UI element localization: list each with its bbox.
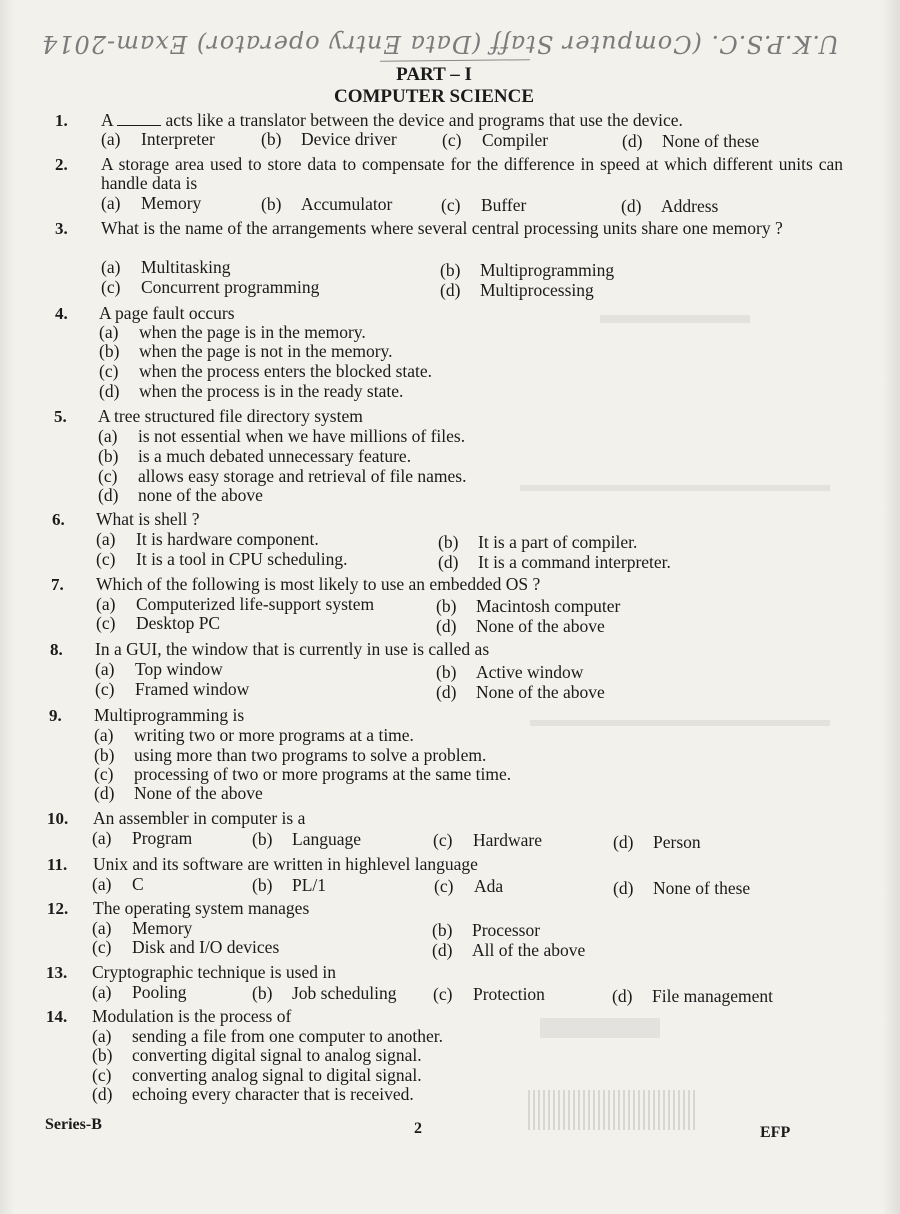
option-d (613, 879, 750, 898)
option-text: Concurrent programming (141, 277, 320, 297)
question-number: 2. (55, 155, 68, 174)
option-letter: (c) (442, 130, 462, 150)
question-text-start: A (101, 110, 113, 130)
option-letter: (b) (432, 920, 453, 940)
option-a (101, 194, 201, 213)
question-number: 4. (55, 304, 68, 323)
option-letter: (c) (95, 679, 115, 699)
option-c (92, 1066, 422, 1085)
question-number: 13. (46, 963, 68, 982)
option-a (92, 875, 144, 894)
option-b (252, 984, 397, 1003)
option-c (96, 614, 220, 633)
option-a (101, 258, 230, 277)
scan-shadow-right (882, 0, 900, 1214)
option-a (99, 323, 366, 342)
option-text: using more than two programs to solve a problem. (134, 745, 487, 765)
option-b (261, 130, 397, 149)
option-letter: (d) (613, 878, 634, 898)
handwritten-underline (380, 59, 530, 62)
option-text: Program (132, 828, 193, 848)
option-text: when the page is in the memory. (139, 322, 366, 342)
option-text: Active window (476, 662, 584, 682)
question-text: A page fault occurs (99, 303, 235, 323)
question-text: In a GUI, the window that is currently in use is called as (95, 639, 490, 659)
option-text: Buffer (481, 195, 527, 215)
option-c (99, 362, 432, 381)
option-letter: (d) (99, 381, 120, 401)
option-text: Processor (472, 920, 541, 940)
option-text: Multiprocessing (480, 280, 594, 300)
option-d (622, 132, 759, 151)
option-text: converting analog signal to digital signal. (132, 1065, 422, 1085)
option-d (438, 553, 671, 572)
option-text: when the process is in the ready state. (139, 381, 404, 401)
option-text: Protection (473, 984, 545, 1004)
option-letter: (a) (92, 874, 112, 894)
option-letter: (b) (436, 596, 457, 616)
booklet-code: EFP (760, 1124, 791, 1141)
option-text: Memory (141, 193, 202, 213)
option-text: Multitasking (141, 257, 231, 277)
page-number: 2 (414, 1120, 422, 1137)
option-letter: (a) (92, 1026, 112, 1046)
option-letter: (a) (92, 918, 112, 938)
option-letter: (a) (92, 828, 112, 848)
option-b (99, 342, 393, 361)
option-text: when the page is not in the memory. (139, 341, 393, 361)
bleed-through (520, 485, 830, 491)
option-text: none of the above (138, 485, 263, 505)
option-text: Interpreter (141, 129, 215, 149)
series-label: Series-B (45, 1116, 102, 1133)
answer-blank (117, 113, 161, 126)
option-text: Memory (132, 918, 193, 938)
option-letter: (b) (261, 129, 282, 149)
option-letter: (a) (101, 257, 121, 277)
option-a (92, 983, 186, 1002)
question-text-end: acts like a translator between the device and programs that use the device. (165, 110, 683, 130)
option-letter: (a) (101, 193, 121, 213)
option-letter: (c) (94, 764, 114, 784)
option-text: processing of two or more programs at the same time. (134, 764, 512, 784)
option-text: Address (661, 196, 719, 216)
option-letter: (c) (92, 937, 112, 957)
option-letter: (a) (99, 322, 119, 342)
option-b (440, 261, 614, 280)
question-text: What is the name of the arrangements where several central processing units share one memory ? (101, 218, 783, 238)
option-c (433, 985, 545, 1004)
option-letter: (d) (438, 552, 459, 572)
question-number: 12. (47, 899, 69, 918)
option-letter: (a) (96, 594, 116, 614)
option-text: None of these (653, 878, 751, 898)
option-text: File management (652, 986, 774, 1006)
option-text: Person (653, 832, 701, 852)
question-text: Which of the following is most likely to use an embedded OS ? (96, 574, 541, 594)
option-letter: (b) (252, 875, 273, 895)
option-text: Multiprogramming (480, 260, 615, 280)
question-number: 14. (46, 1007, 68, 1026)
option-d (99, 382, 403, 401)
option-d (92, 1085, 414, 1104)
option-c (95, 680, 249, 699)
option-text: It is hardware component. (136, 529, 319, 549)
option-text: It is a part of compiler. (478, 532, 638, 552)
option-letter: (d) (94, 783, 115, 803)
option-letter: (c) (98, 466, 118, 486)
option-letter: (a) (94, 725, 114, 745)
option-a (101, 130, 215, 149)
option-letter: (d) (621, 196, 642, 216)
option-letter: (d) (432, 940, 453, 960)
option-letter: (b) (98, 446, 119, 466)
bleed-through-barcode (528, 1090, 698, 1130)
option-letter: (b) (252, 983, 273, 1003)
option-text: writing two or more programs at a time. (134, 725, 414, 745)
option-d (436, 617, 605, 636)
option-a (96, 530, 319, 549)
option-letter: (a) (101, 129, 121, 149)
option-c (96, 550, 347, 569)
question-number: 6. (52, 510, 65, 529)
handwritten-note: U.K.P.S.C. (Computer Staff (Data Entry operator) Exam-2014 (40, 30, 840, 58)
option-c (98, 467, 466, 486)
question-text: A storage area used to store data to compensate for the difference in speed at which different units can handle data is (101, 154, 843, 193)
option-text: sending a file from one computer to another. (132, 1026, 444, 1046)
question-text: An assembler in computer is a (93, 808, 306, 828)
option-letter: (c) (96, 613, 116, 633)
option-text: Hardware (473, 830, 542, 850)
option-a (92, 829, 192, 848)
option-text: echoing every character that is received. (132, 1084, 414, 1104)
option-letter: (b) (94, 745, 115, 765)
option-b (436, 597, 620, 616)
option-d (621, 197, 718, 216)
question-text: Modulation is the process of (92, 1006, 292, 1026)
option-text: converting digital signal to analog signal. (132, 1045, 422, 1065)
option-letter: (a) (98, 426, 118, 446)
option-letter: (d) (92, 1084, 113, 1104)
question-text: Multiprogramming is (94, 705, 245, 725)
option-text: Pooling (132, 982, 187, 1002)
option-b (252, 876, 326, 895)
option-a (95, 660, 223, 679)
option-d (440, 281, 594, 300)
question-number: 7. (51, 575, 64, 594)
option-letter: (b) (438, 532, 459, 552)
option-text: when the process enters the blocked state. (139, 361, 433, 381)
option-a (92, 1027, 443, 1046)
option-c (434, 877, 503, 896)
option-b (432, 921, 540, 940)
scan-shadow-left (0, 0, 14, 1214)
option-letter: (c) (92, 1065, 112, 1085)
option-text: Language (292, 829, 361, 849)
option-text: None of these (662, 131, 760, 151)
option-text: Device driver (301, 129, 397, 149)
option-letter: (c) (433, 830, 453, 850)
option-text: PL/1 (292, 875, 327, 895)
option-letter: (c) (434, 876, 454, 896)
option-letter: (b) (92, 1045, 113, 1065)
option-letter: (d) (440, 280, 461, 300)
option-a (94, 726, 414, 745)
option-c (433, 831, 542, 850)
question-number: 3. (55, 219, 68, 238)
option-letter: (c) (101, 277, 121, 297)
option-letter: (a) (92, 982, 112, 1002)
option-text: is a much debated unnecessary feature. (138, 446, 412, 466)
option-text: C (132, 874, 144, 894)
option-b (438, 533, 637, 552)
option-text: None of the above (476, 682, 605, 702)
option-letter: (a) (95, 659, 115, 679)
option-letter: (b) (252, 829, 273, 849)
option-letter: (b) (261, 194, 282, 214)
option-b (436, 663, 583, 682)
question-text: Unix and its software are written in highlevel language (93, 854, 478, 874)
option-letter: (d) (436, 616, 457, 636)
option-text: Framed window (135, 679, 250, 699)
option-letter: (d) (612, 986, 633, 1006)
question-number: 8. (50, 640, 63, 659)
option-letter: (c) (99, 361, 119, 381)
option-letter: (b) (440, 260, 461, 280)
question-number: 5. (54, 407, 67, 426)
option-d (98, 486, 263, 505)
option-d (612, 987, 773, 1006)
question-text: What is shell ? (96, 509, 200, 529)
option-b (92, 1046, 422, 1065)
option-b (98, 447, 411, 466)
question-text: A tree structured file directory system (98, 406, 363, 426)
option-b (252, 830, 361, 849)
option-letter: (d) (436, 682, 457, 702)
option-text: Accumulator (301, 194, 393, 214)
option-text: All of the above (472, 940, 586, 960)
option-letter: (c) (96, 549, 116, 569)
option-c (442, 131, 548, 150)
option-letter: (b) (99, 341, 120, 361)
option-letter: (d) (613, 832, 634, 852)
option-text: Disk and I/O devices (132, 937, 280, 957)
option-text: Top window (135, 659, 223, 679)
option-letter: (b) (436, 662, 457, 682)
option-text: allows easy storage and retrieval of file names. (138, 466, 467, 486)
question-text (101, 111, 831, 130)
option-text: None of the above (476, 616, 605, 636)
question-number: 11. (47, 855, 68, 874)
option-text: Compiler (482, 130, 549, 150)
option-letter: (d) (622, 131, 643, 151)
option-a (98, 427, 465, 446)
option-letter: (c) (441, 195, 461, 215)
option-d (432, 941, 585, 960)
option-letter: (d) (98, 485, 119, 505)
option-c (101, 278, 319, 297)
question-number: 10. (47, 809, 69, 828)
part-heading: PART – I (396, 64, 472, 85)
option-text: Desktop PC (136, 613, 221, 633)
option-text: It is a command interpreter. (478, 552, 671, 572)
option-a (92, 919, 192, 938)
subject-heading: COMPUTER SCIENCE (333, 86, 535, 107)
option-b (261, 195, 392, 214)
option-d (436, 683, 605, 702)
option-d (94, 784, 263, 803)
option-letter: (a) (96, 529, 116, 549)
option-c (94, 765, 511, 784)
question-text: The operating system manages (93, 898, 310, 918)
question-number: 9. (49, 706, 62, 725)
option-a (96, 595, 374, 614)
question-number: 1. (55, 111, 68, 130)
option-text: It is a tool in CPU scheduling. (136, 549, 348, 569)
option-text: Computerized life-support system (136, 594, 375, 614)
option-letter: (c) (433, 984, 453, 1004)
option-text: Job scheduling (292, 983, 397, 1003)
question-text: Cryptographic technique is used in (92, 962, 336, 982)
option-c (92, 938, 279, 957)
option-text: None of the above (134, 783, 263, 803)
option-text: Ada (474, 876, 504, 896)
option-b (94, 746, 486, 765)
option-c (441, 196, 526, 215)
option-text: is not essential when we have millions of files. (138, 426, 466, 446)
option-d (613, 833, 701, 852)
option-text: Macintosh computer (476, 596, 621, 616)
